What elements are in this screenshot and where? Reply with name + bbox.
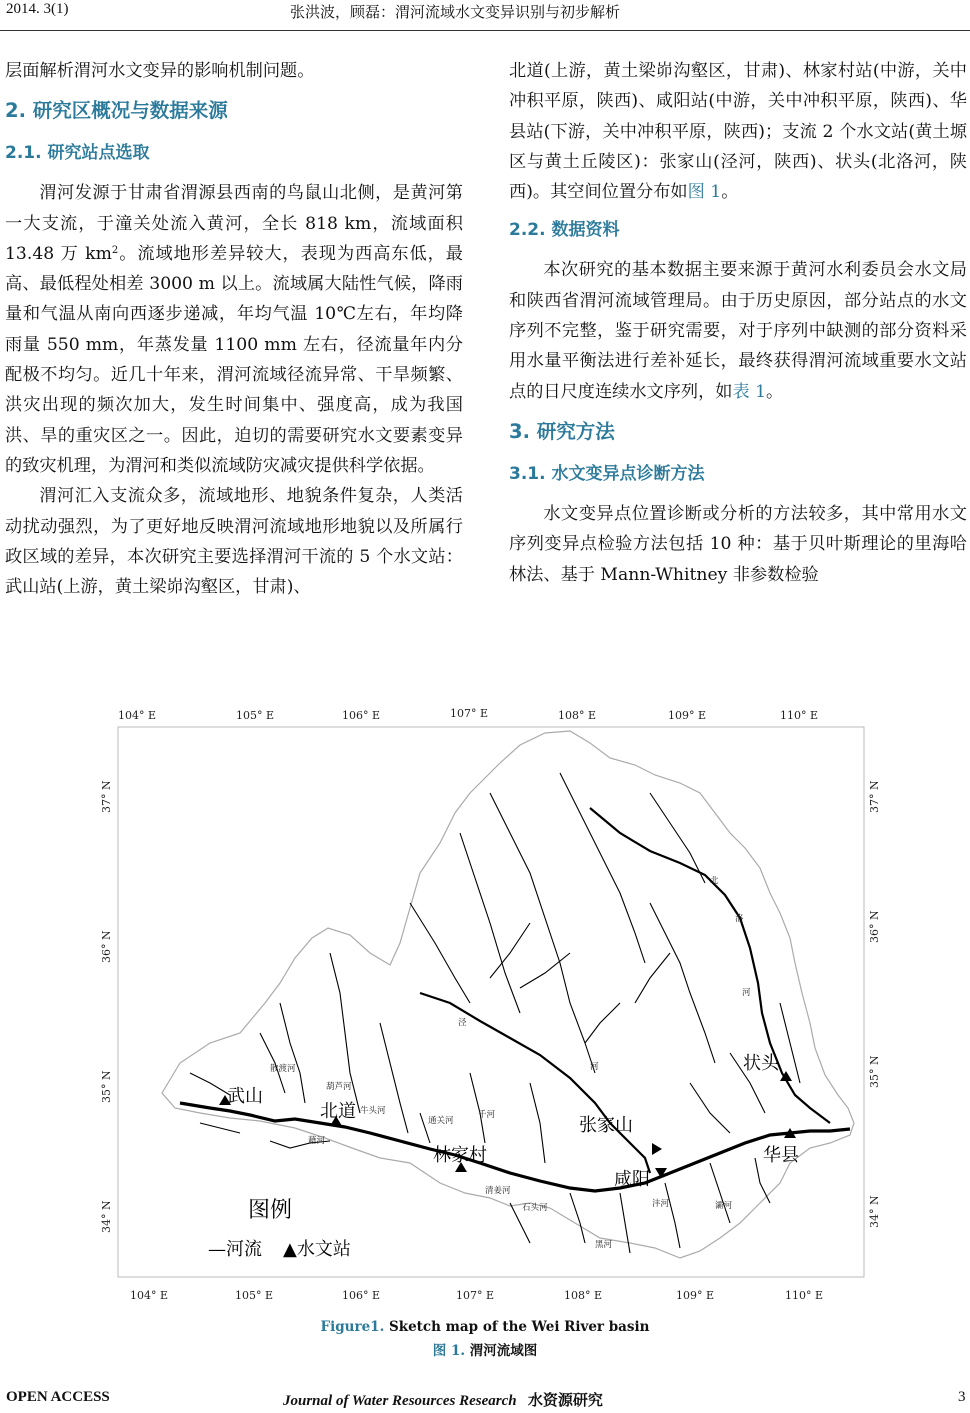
lon-label: 107° E: [456, 1289, 495, 1302]
paragraph-text: 北道(上游，黄土梁峁沟壑区，甘肃)、林家村站(中游，关中冲积平原，陕西)、咸阳站(中游，关中冲积平原，陕西)、华县站(下游，关中冲积平原，陕西)；支流 2 个水文站(黄土塬区与黄土丘陵区)：张家山(泾河，陕西)、状头(北洛河，陕西)。其空间位置分布如: [509, 61, 967, 203]
lat-label: 35° N: [100, 1070, 113, 1103]
station-label: 武山: [227, 1086, 263, 1107]
lat-label: 36° N: [100, 930, 113, 963]
river-labels: [270, 875, 751, 1250]
caption-text: Sketch map of the Wei River basin: [384, 1319, 650, 1335]
river-label: 千河: [478, 1110, 496, 1120]
lat-label: 36° N: [868, 910, 881, 943]
map-legend: [208, 1198, 351, 1260]
lon-label: 105° E: [236, 709, 275, 722]
paragraph-text: 。流域地形差异较大，表现为西高东低，最高、最低程处相差 3000 m 以上。流域属大陆性气候，降雨量和气温从南向西逐步递减，年均气温 10℃左右，年均降雨量 550 mm，年蒸发量 1100 mm 左右，径流量年内分配极不均匀。近几十年来，渭河流域径流异常、干旱频繁、洪灾出现的频次加大，发生时间集中、强度高，成为我国洪、旱的重灾区之一。因此，迫切的需要研究水文要素变异的致灾机理，为渭河和类似流域防灾减灾提供科学依据。: [5, 243, 463, 476]
latitude-labels-left: [100, 780, 113, 1233]
station-markers: [219, 1071, 796, 1178]
section-2-heading: 2. 研究区概况与数据来源: [5, 99, 228, 123]
paragraph-text: 。: [766, 381, 784, 402]
superscript: 2: [111, 244, 119, 256]
river-label: 灞河: [715, 1201, 733, 1211]
river-label: 石头河: [522, 1203, 548, 1213]
wei-river-main: [180, 1103, 850, 1191]
section-2-1-heading: 2.1. 研究站点选取: [5, 143, 150, 164]
station-label: 华县: [763, 1145, 799, 1166]
figure-1-link[interactable]: 图 1: [687, 182, 722, 203]
station-label: 北道: [320, 1101, 356, 1122]
wei-river-basin-map: [90, 703, 890, 1308]
legend-river: —河流: [208, 1239, 262, 1260]
tributaries: [190, 773, 800, 1253]
figure-caption-zh: [0, 1339, 970, 1359]
river-label: 牛头河: [360, 1106, 386, 1116]
caption-label: 图 1.: [432, 1343, 466, 1359]
river-label: 河: [590, 1062, 599, 1072]
paragraph-text: 渭河发源于甘肃省渭源县西南的鸟鼠山北侧，是黄河第一大支流，于潼关处流入黄河，全长 818 km，流域面积 13.48 万 km: [5, 183, 463, 264]
river-label: 散渡河: [270, 1064, 296, 1074]
station-marker-zhangjiashan: [652, 1143, 662, 1155]
paragraph-station-selection: 渭河汇入支流众多，流域地形、地貌条件复杂，人类活动扰动强烈，为了更好地反映渭河流域地形地貌以及所属行政区域的差异，本次研究主要选择渭河干流的 5 个水文站：武山站(上游，黄土梁峁沟壑区，甘肃)、: [5, 486, 463, 598]
river-label: 藉河: [308, 1136, 326, 1146]
station-label: 咸阳: [614, 1169, 650, 1190]
river-label: 黑河: [595, 1240, 613, 1250]
legend-title: 图例: [248, 1198, 293, 1223]
river-label: 北: [710, 876, 719, 886]
page-header: [0, 0, 970, 31]
lat-label: 35° N: [868, 1055, 881, 1088]
river-label: 通关河: [428, 1116, 454, 1126]
legend-station: ▲水文站: [283, 1239, 351, 1260]
lon-label: 108° E: [564, 1289, 603, 1302]
lon-label: 105° E: [235, 1289, 274, 1302]
table-1-link[interactable]: 表 1: [732, 381, 767, 402]
river-label: 沣河: [652, 1199, 670, 1209]
lon-label: 109° E: [668, 709, 707, 722]
river-label: 洛: [735, 914, 744, 924]
lon-label: 110° E: [785, 1289, 824, 1302]
longitude-labels-top: [118, 707, 818, 722]
lat-label: 34° N: [868, 1195, 881, 1228]
caption-text: 渭河流域图: [465, 1343, 538, 1359]
river-label: 河: [742, 988, 751, 998]
paragraph-data-sources: [509, 255, 967, 406]
journal-name-en: Journal of Water Resources Research: [283, 1393, 517, 1409]
station-label: 张家山: [579, 1115, 633, 1136]
carryover-text: 层面解析渭河水文变异的影响机制问题。: [5, 61, 315, 81]
section-3-heading: 3. 研究方法: [509, 419, 615, 443]
caption-label: Figure1.: [320, 1319, 385, 1335]
latitude-labels-right: [868, 780, 881, 1228]
paragraph-basin-overview: [5, 178, 463, 481]
station-label: 状头: [743, 1053, 779, 1074]
figure-caption-en: [0, 1319, 970, 1335]
lon-label: 104° E: [130, 1289, 169, 1302]
lat-label: 37° N: [100, 780, 113, 813]
volume-issue: 2014. 3(1): [6, 1, 69, 17]
beiluo-river: [590, 808, 830, 1123]
left-column: [5, 56, 463, 602]
paragraph-text: 本次研究的基本数据主要来源于黄河水利委员会水文局和陕西省渭河流域管理局。由于历史原因，部分站点的水文序列不完整，鉴于研究需要，对于序列中缺测的部分资料采用水量平衡法进行差补延长，最终获得渭河流域重要水文站点的日尺度连续水文序列，如: [509, 260, 967, 402]
running-title: 张洪波，顾磊：渭河流域水文变异识别与初步解析: [290, 3, 621, 21]
river-label: 葫芦河: [326, 1082, 352, 1092]
lat-label: 37° N: [868, 780, 881, 813]
lon-label: 106° E: [342, 1289, 381, 1302]
river-label: 清姜河: [485, 1186, 511, 1196]
lon-label: 108° E: [558, 709, 597, 722]
paragraph-methods: 水文变异点位置诊断或分析的方法较多，其中常用水文序列变异点检验方法包括 10 种：基于贝叶斯理论的里海哈林法、基于 Mann-Whitney 非参数检验: [509, 503, 967, 585]
right-column: [509, 56, 967, 590]
paragraph-text: 。: [721, 182, 739, 203]
open-access-label: OPEN ACCESS: [6, 1389, 110, 1405]
section-3-1-heading: 3.1. 水文变异点诊断方法: [509, 463, 705, 484]
section-2-2-heading: 2.2. 数据资料: [509, 220, 620, 241]
lon-label: 106° E: [342, 709, 381, 722]
lon-label: 107° E: [450, 707, 489, 720]
page-footer: [0, 1389, 970, 1413]
paragraph-station-list: [509, 56, 967, 207]
station-label: 林家村: [433, 1145, 487, 1166]
lat-label: 34° N: [100, 1200, 113, 1233]
lon-label: 109° E: [676, 1289, 715, 1302]
longitude-labels-bottom: [130, 1289, 823, 1302]
journal-name: [283, 1389, 603, 1410]
page-number: 3: [958, 1389, 966, 1405]
river-label: 泾: [458, 1018, 467, 1028]
lon-label: 104° E: [118, 709, 157, 722]
lon-label: 110° E: [780, 709, 819, 722]
journal-name-zh: 水资源研究: [527, 1391, 603, 1409]
